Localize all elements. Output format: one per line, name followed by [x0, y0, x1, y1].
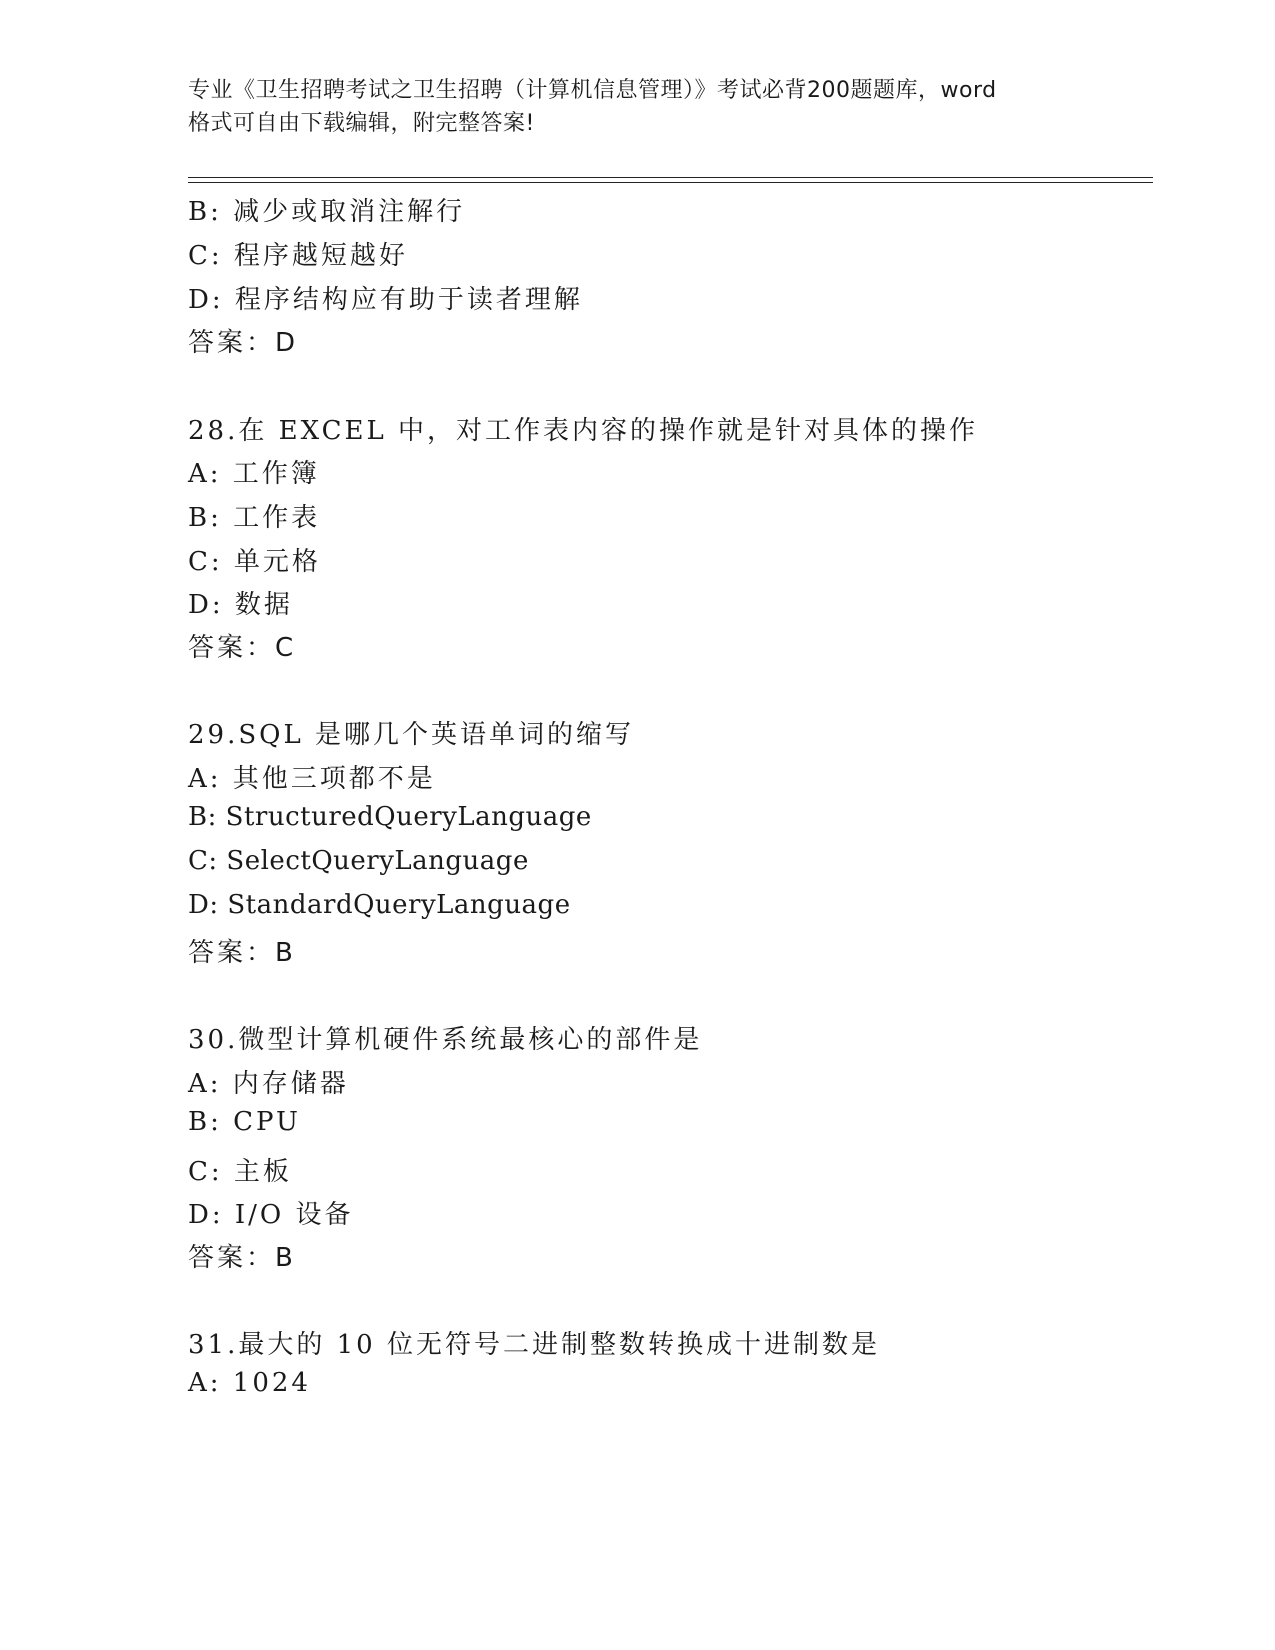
q30-option-b: B: CPU [188, 1107, 301, 1137]
answer-label: 答案： [188, 633, 276, 663]
header-title-line-2: 格式可自由下载编辑，附完整答案! [188, 111, 535, 136]
answer-value: B [275, 1243, 294, 1273]
q29-option-d: D: StandardQueryLanguage [188, 890, 571, 920]
answer-label: 答案： [188, 328, 276, 358]
q28-option-b: B: 工作表 [188, 503, 321, 533]
q29-question: 29.SQL 是哪几个英语单词的缩写 [188, 720, 635, 750]
q30-option-c: C: 主板 [188, 1157, 292, 1187]
q28-option-a: A: 工作簿 [188, 459, 320, 489]
q29-option-a: A: 其他三项都不是 [188, 764, 436, 794]
q29-option-c: C: SelectQueryLanguage [188, 846, 529, 876]
q27-option-c: C: 程序越短越好 [188, 241, 408, 271]
answer-value: B [275, 938, 294, 968]
q28-option-d: D: 数据 [188, 590, 293, 620]
q28-question: 28.在 EXCEL 中，对工作表内容的操作就是针对具体的操作 [188, 416, 979, 446]
q30-question: 30.微型计算机硬件系统最核心的部件是 [188, 1025, 703, 1055]
q27-answer [188, 322, 296, 359]
header-rule-top [188, 177, 1153, 178]
q30-option-a: A: 内存储器 [188, 1069, 349, 1099]
q27-option-d: D: 程序结构应有助于读者理解 [188, 285, 583, 315]
answer-value: D [275, 328, 297, 358]
answer-label: 答案： [188, 1243, 276, 1273]
document-header [188, 74, 1088, 140]
q29-option-b: B: StructuredQueryLanguage [188, 802, 592, 832]
q31-question: 31.最大的 10 位无符号二进制整数转换成十进制数是 [188, 1330, 880, 1360]
q28-option-c: C: 单元格 [188, 547, 321, 577]
q30-answer [188, 1237, 294, 1274]
q27-option-b: B: 减少或取消注解行 [188, 197, 466, 227]
answer-label: 答案： [188, 938, 276, 968]
q28-answer [188, 627, 294, 664]
header-title-line-1: 专业《卫生招聘考试之卫生招聘（计算机信息管理）》考试必背200题题库，word [188, 78, 997, 103]
q29-answer [188, 932, 294, 969]
q31-option-a: A: 1024 [188, 1368, 311, 1398]
answer-value: C [275, 633, 295, 663]
q30-option-d: D: I/O 设备 [188, 1200, 354, 1230]
header-rule-bottom [188, 182, 1153, 183]
